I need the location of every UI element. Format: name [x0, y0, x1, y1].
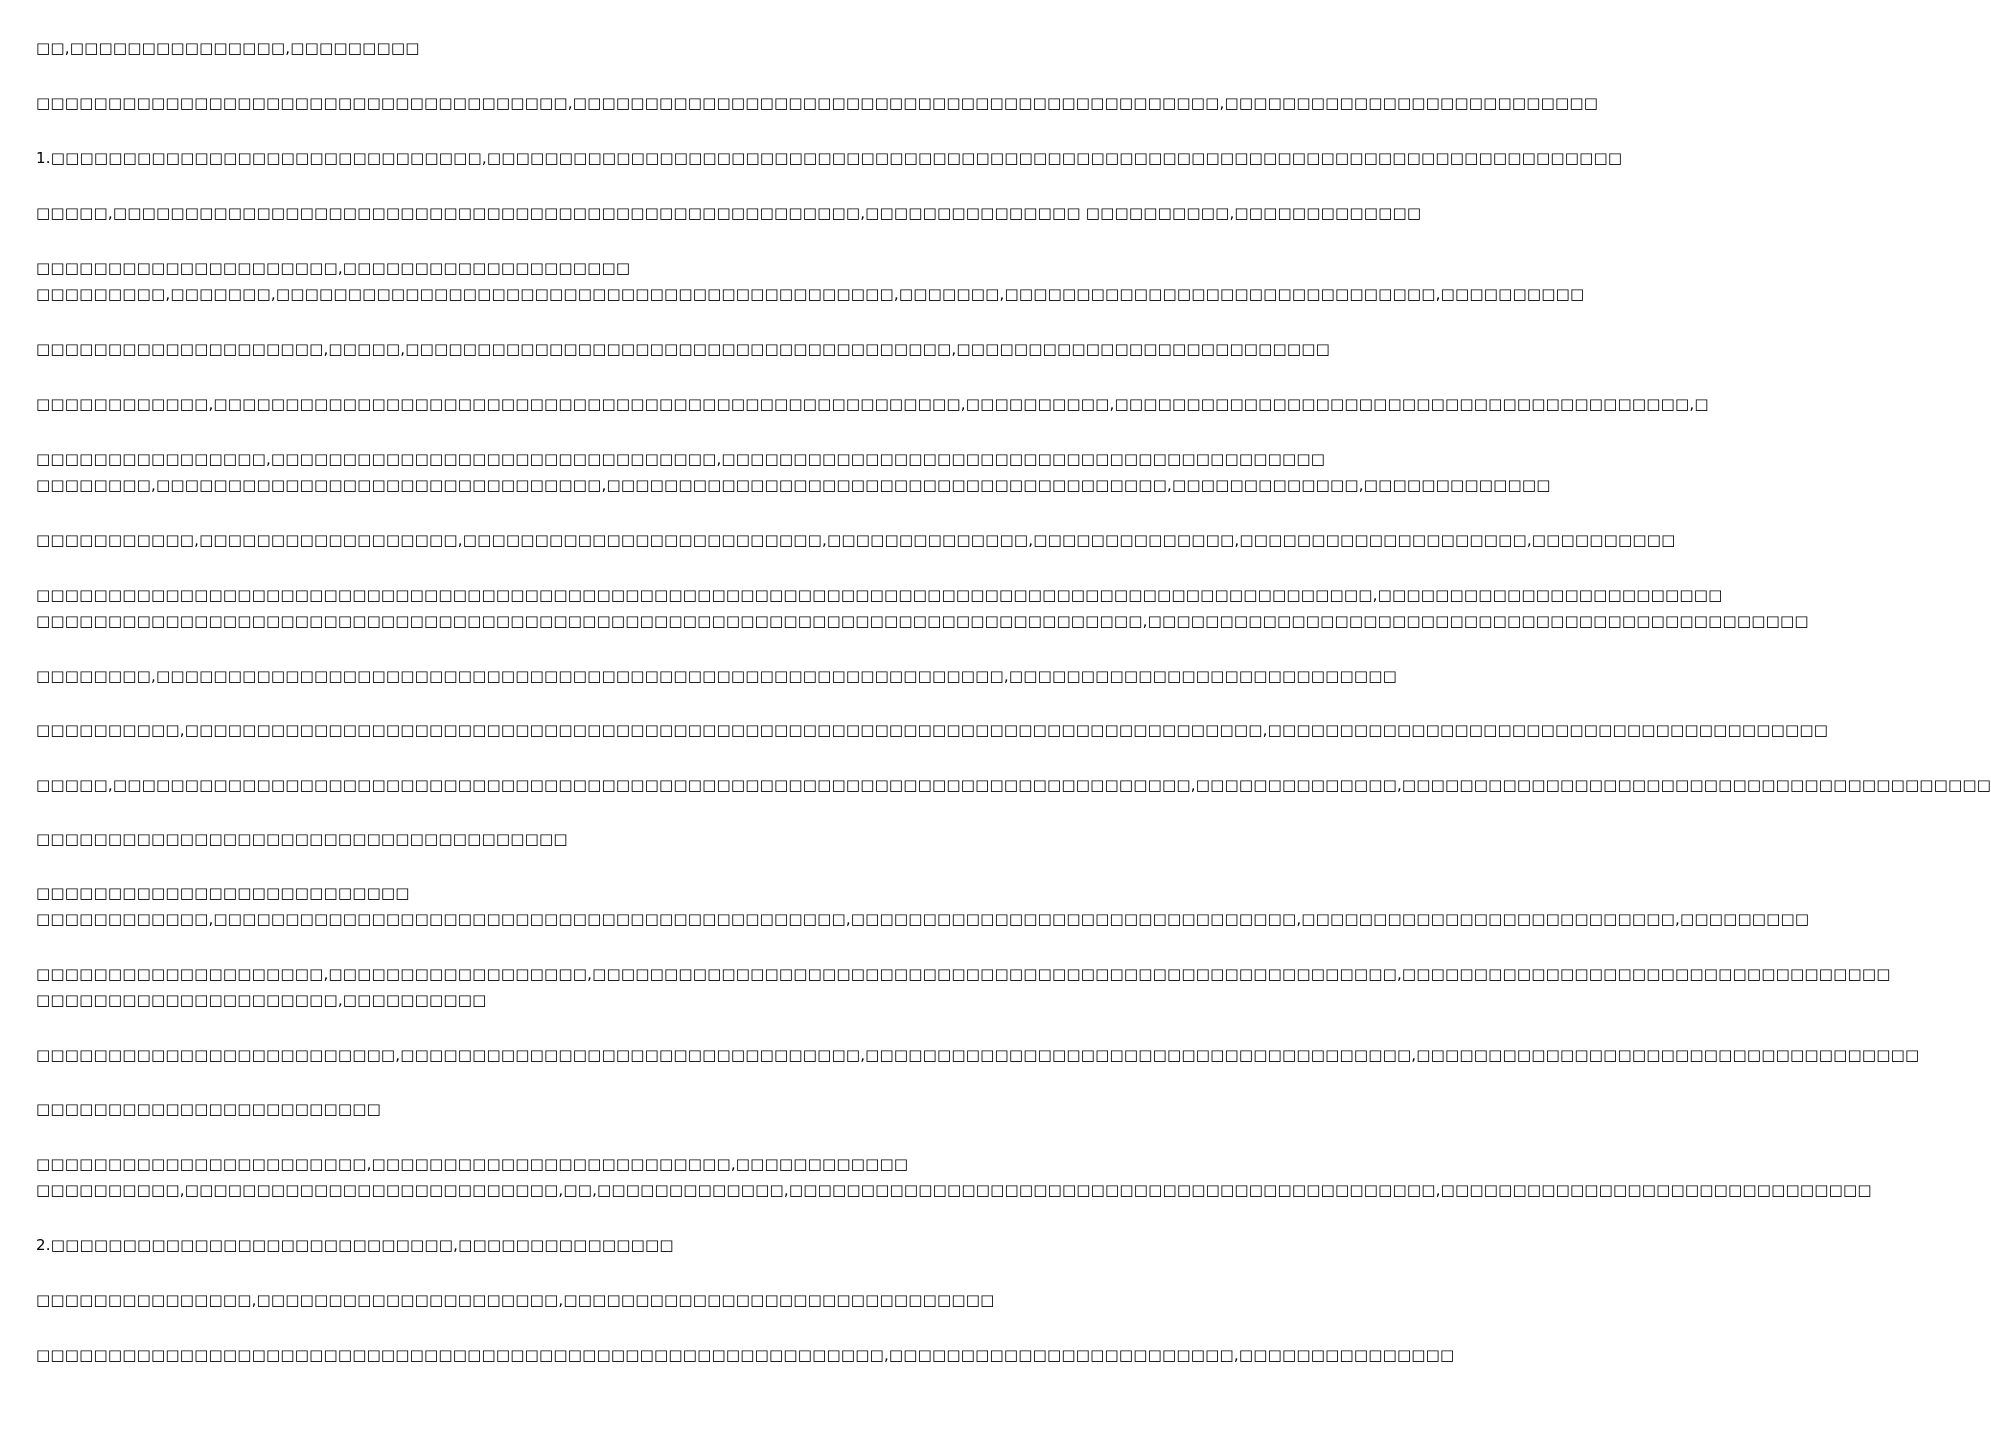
text-line: □□□□□□□□□□□□□□□□□□□□□□□□□□□□□□□□□□□□□□□□□□□□□□□□□□□□□□□□□□□□□□□□□□□□□□□□□□□□□,□□□□□□□□□□□□□□□□□□□□□□□□□□□□□□□□□□□□□□□□□□□□□□	[36, 612, 1809, 630]
text-line: 2.□□□□□□□□□□□□□□□□□□□□□□□□□□□□,□□□□□□□□□□□□□□□	[36, 1236, 674, 1254]
text-line: □□□□□□□□□□□□□□□□□□□□□,□□□□□□□□□□□□□□□□□□□□	[36, 259, 631, 277]
text-line: □□□□□□□□□□,□□□□□□□□□□□□□□□□□□□□□□□□□□,□□,□□□□□□□□□□□□□,□□□□□□□□□□□□□□□□□□□□□□□□□□□□□□□□□□□□□□□□□□□□□,□□□□□□□□□□□□□□□□□□□□□□□□□□□□□□	[36, 1181, 1872, 1199]
text-line: □□,□□□□□□□□□□□□□□□,□□□□□□□□□	[36, 39, 420, 57]
text-line: □□□□□□□□□□□□□□□□□□□□,□□□□□□□□□□□□□□□□□□,□□□□□□□□□□□□□□□□□□□□□□□□□□□□□□□□□□□□□□□□□□□□□□□□□□□□□□□□,□□□□□□□□□□□□□□□□□□□□□□□□□□□□□□□□□□	[36, 965, 1891, 983]
text-line: □□□□□□□□□□□□□□□□□□□□□□□□□□□□□□□□□□□□□,□□□□□□□□□□□□□□□□□□□□□□□□□□□□□□□□□□□□□□□□□□□□□,□□□□□□□□□□□□□□□□□□□□□□□□□□	[36, 94, 1599, 112]
text-line: □□□□□□□□□□□□□□□□□□□□□□□□	[36, 1100, 381, 1118]
text-line: □□□□□□□□□□□□□□□□□□□□□□□□□□□□□□□□□□□□□	[36, 830, 568, 848]
text-line: □□□□□□□□□□□□□□□□□□□□□□□□□□	[36, 884, 410, 902]
text-line: □□□□□□□□□□□,□□□□□□□□□□□□□□□□□□,□□□□□□□□□□□□□□□□□□□□□□□□□,□□□□□□□□□□□□□□,□□□□□□□□□□□□□□,□□□□□□□□□□□□□□□□□□□□,□□□□□□□□□□	[36, 531, 1676, 549]
text-line: □□□□□□□□□□□□□□□□□□□□□□□□□□□□□□□□□□□□□□□□□□□□□□□□□□□□□□□□□□□,□□□□□□□□□□□□□□□□□□□□□□□□,□□□□□□□□□□□□□□□	[36, 1346, 1455, 1364]
text-line: □□□□□□□□□□□□,□□□□□□□□□□□□□□□□□□□□□□□□□□□□□□□□□□□□□□□□□□□□□□□□□□□□,□□□□□□□□□□,□□□□□□□□□□□□□□□□□□□□□□□□□□□□□□□□□□□□□□□□,□	[36, 395, 1709, 413]
text-line: □□□□□□□□□□□□□□□□□□□□□□□,□□□□□□□□□□□□□□□□□□□□□□□□□,□□□□□□□□□□□□	[36, 1155, 909, 1173]
text-line: □□□□□□□□□□□□□□□□□□□□□□□□□□□□□□□□□□□□□□□□□□□□□□□□□□□□□□□□□□□□□□□□□□□□□□□□□□□□□□□□□□□□□□□□□□□□□,□□□□□□□□□□□□□□□□□□□□□□□□	[36, 586, 1723, 604]
text-line: □□□□□□□□,□□□□□□□□□□□□□□□□□□□□□□□□□□□□□□□,□□□□□□□□□□□□□□□□□□□□□□□□□□□□□□□□□□□□□□□,□□□□□□□□□□□□□,□□□□□□□□□□□□□	[36, 476, 1551, 494]
text-line: □□□□□□□□,□□□□□□□□□□□□□□□□□□□□□□□□□□□□□□□□□□□□□□□□□□□□□□□□□□□□□□□□□□□,□□□□□□□□□□□□□□□□□□□□□□□□□□□	[36, 667, 1397, 685]
text-line: □□□□□,□□□□□□□□□□□□□□□□□□□□□□□□□□□□□□□□□□□□□□□□□□□□□□□□□□□□□□□□□□□□□□□□□□□□□□□□□□□,□□□□□□□□□□□□□□,□□□□□□□□□□□□□□□□□□□□□□□□□□□□□□□□□□□□□□□□□	[36, 776, 1991, 794]
text-line: □□□□□□□□□□□□□□□□,□□□□□□□□□□□□□□□□□□□□□□□□□□□□□□□,□□□□□□□□□□□□□□□□□□□□□□□□□□□□□□□□□□□□□□□□□□	[36, 450, 1326, 468]
text-line: □□□□□□□□□□□□□□□□□□□□□,□□□□□□□□□□	[36, 991, 487, 1009]
text-line: □□□□□□□□□□□□□□□□□□□□,□□□□□,□□□□□□□□□□□□□□□□□□□□□□□□□□□□□□□□□□□□□□,□□□□□□□□□□□□□□□□□□□□□□□□□□	[36, 340, 1331, 358]
text-line: □□□□□□□□□□,□□□□□□□□□□□□□□□□□□□□□□□□□□□□□□□□□□□□□□□□□□□□□□□□□□□□□□□□□□□□□□□□□□□□□□□□□□□,□□□□□□□□□□□□□□□□□□□□□□□□□□□□□□□□□□□□□□□	[36, 721, 1829, 739]
text-line: □□□□□,□□□□□□□□□□□□□□□□□□□□□□□□□□□□□□□□□□□□□□□□□□□□□□□□□□□□,□□□□□□□□□□□□□□□ □□□□□□□□□□,□□□□□□□□□□□□□	[36, 204, 1422, 222]
text-line: □□□□□□□□□□□□□□□,□□□□□□□□□□□□□□□□□□□□□,□□□□□□□□□□□□□□□□□□□□□□□□□□□□□□	[36, 1291, 995, 1309]
text-line: □□□□□□□□□□□□,□□□□□□□□□□□□□□□□□□□□□□□□□□□□□□□□□□□□□□□□□□□□,□□□□□□□□□□□□□□□□□□□□□□□□□□□□□□□,□□□□□□□□□□□□□□□□□□□□□□□□□□,□□□□□□□□□	[36, 910, 1810, 928]
text-line: □□□□□□□□□,□□□□□□□,□□□□□□□□□□□□□□□□□□□□□□□□□□□□□□□□□□□□□□□□□□□,□□□□□□□,□□□□□□□□□□□□□□□□□□□□□□□□□□□□□□,□□□□□□□□□□	[36, 285, 1585, 303]
text-line: □□□□□□□□□□□□□□□□□□□□□□□□□,□□□□□□□□□□□□□□□□□□□□□□□□□□□□□□□□,□□□□□□□□□□□□□□□□□□□□□□□□□□□□□□□□□□□□□□,□□□□□□□□□□□□□□□□□□□□□□□□□□□□□□□□□□□	[36, 1046, 1920, 1064]
text-line: 1.□□□□□□□□□□□□□□□□□□□□□□□□□□□□□□,□□□□□□□□□□□□□□□□□□□□□□□□□□□□□□□□□□□□□□□□□□□□□□□□□□□□□□□□□□□□□□□□□□□□□□□□□□□□□□□	[36, 149, 1623, 167]
